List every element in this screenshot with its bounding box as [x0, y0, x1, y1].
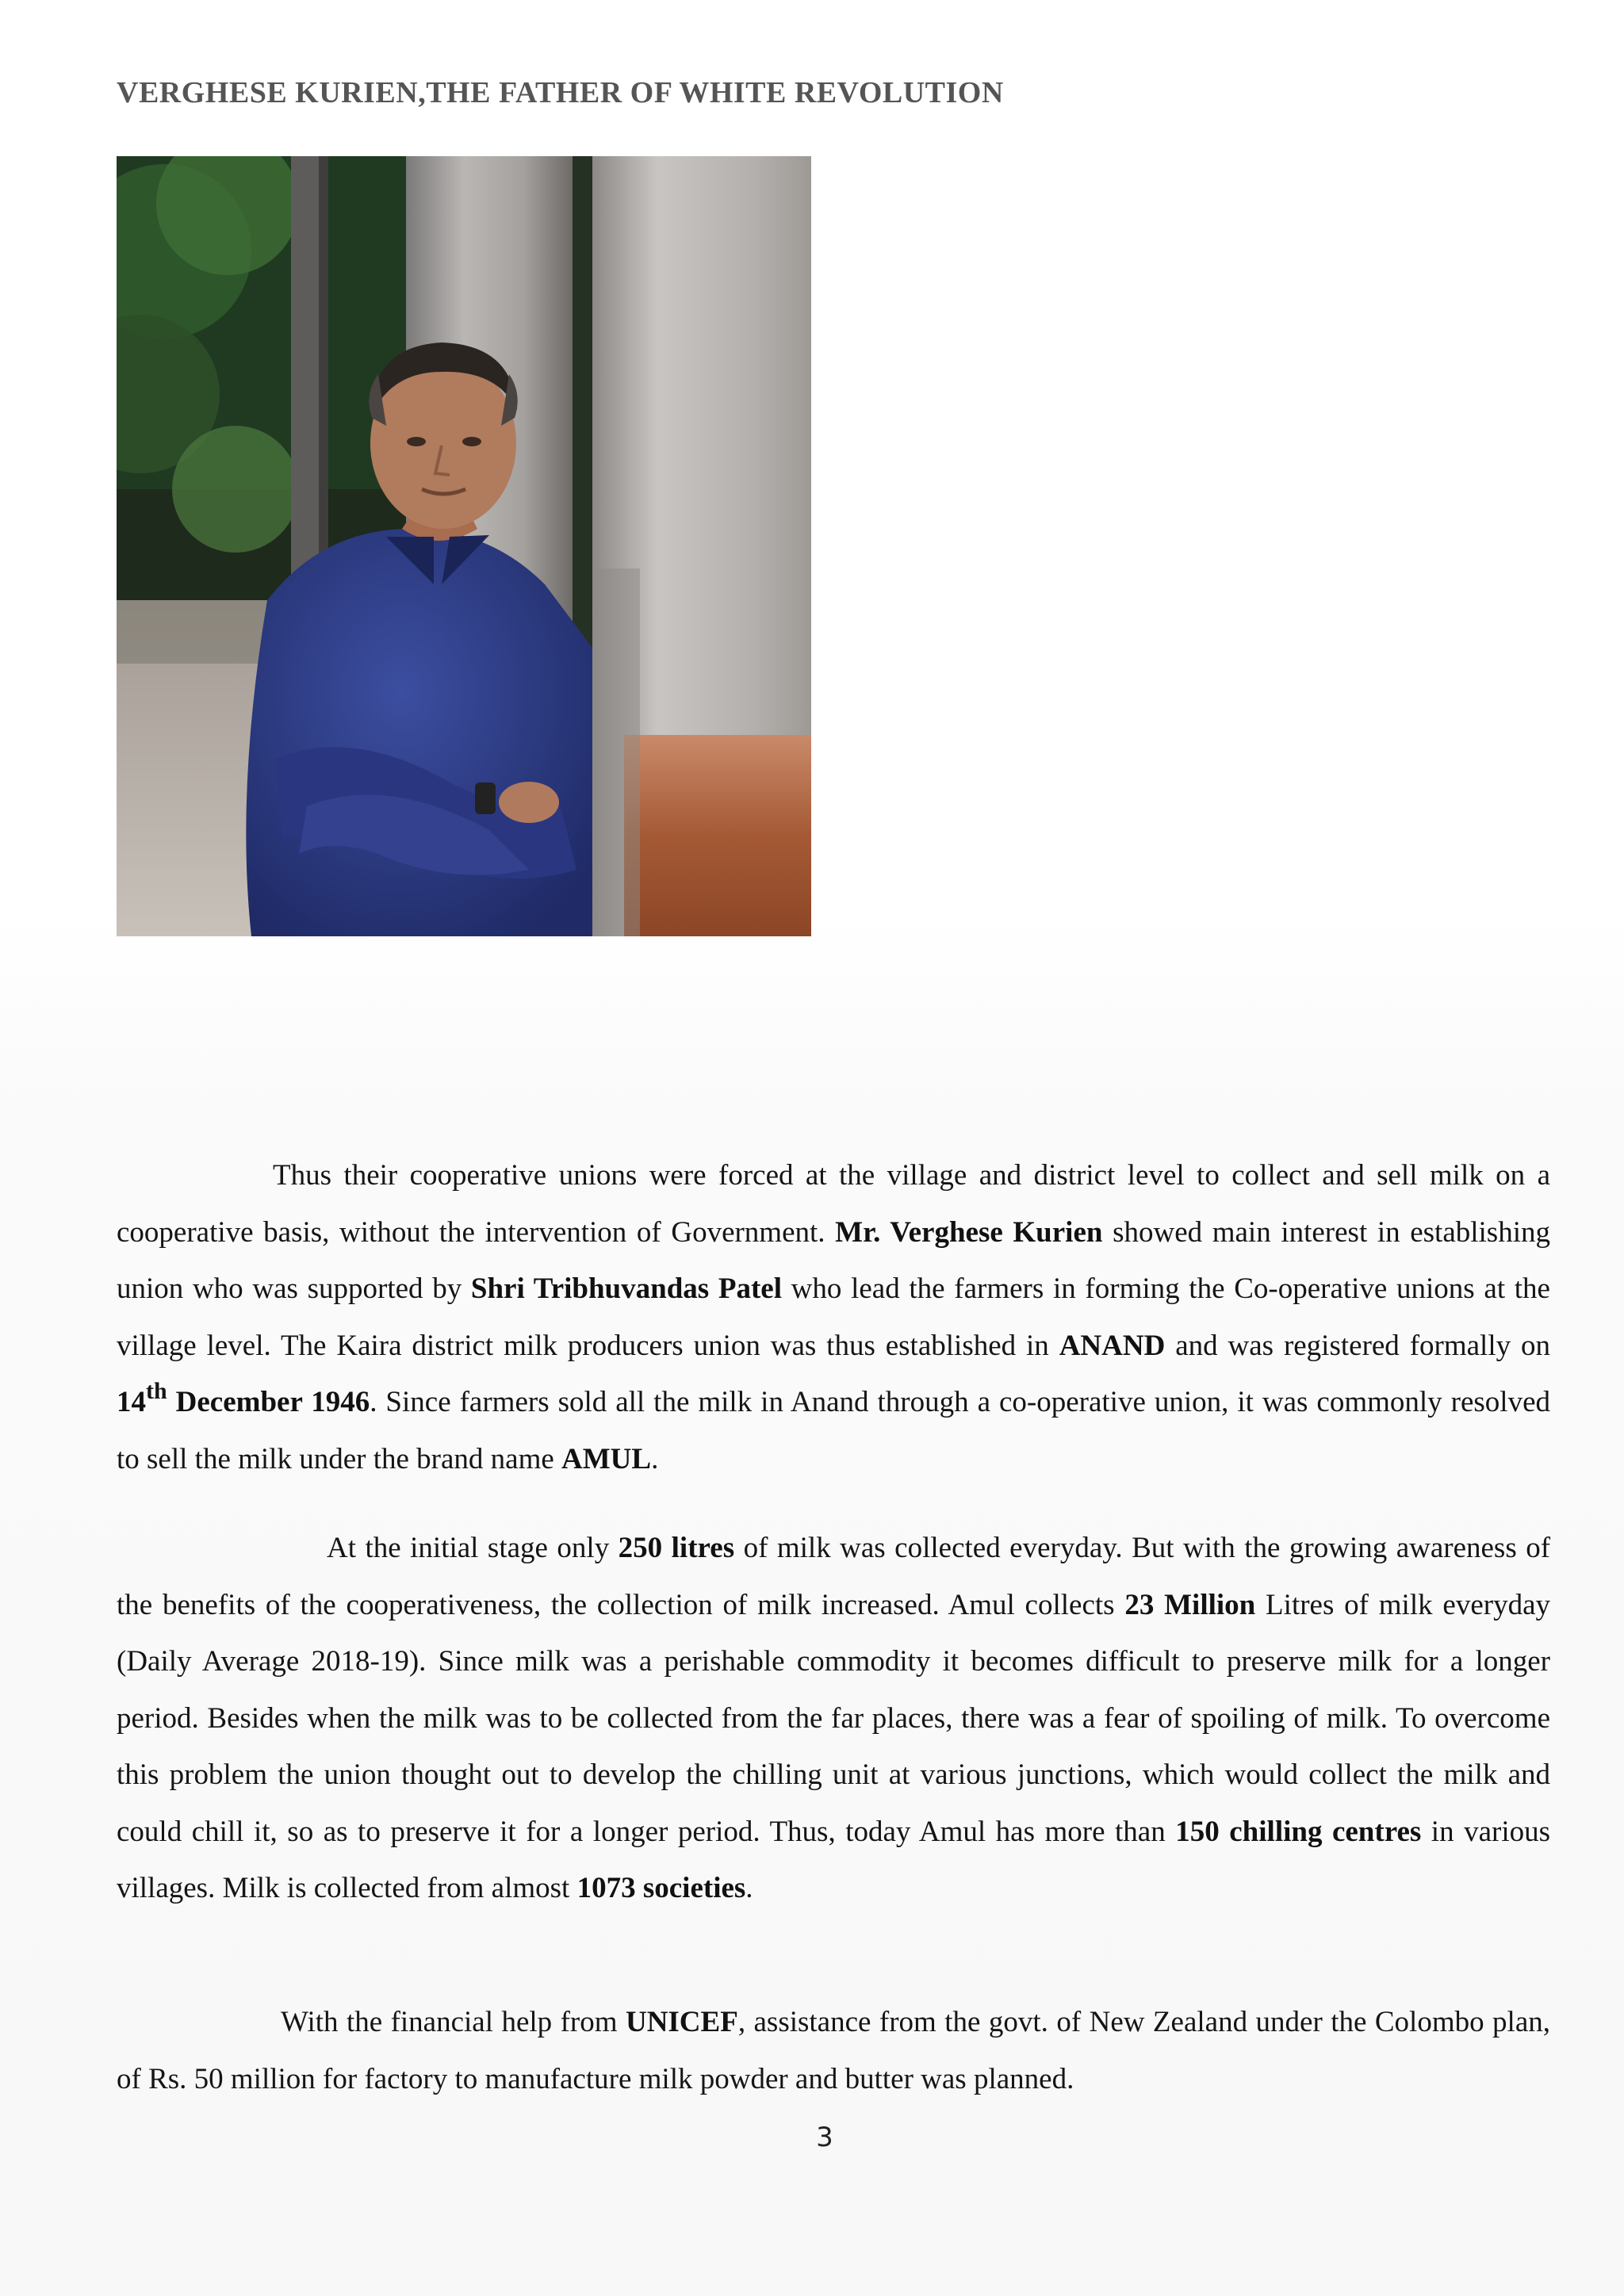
bold-unicef: UNICEF	[625, 2006, 738, 2038]
bold-name-kurien: Mr. Verghese Kurien	[835, 1215, 1103, 1249]
bold-societies: 1073 societies	[576, 1872, 746, 1904]
paragraph-history: Thus their cooperative unions were forced at the village and district level to collect and sell milk on a cooperative basis, without the intervention of Government. Mr. Verghese Kurien showed main interest in establishing union who was supported by Shri Tribhuvandas Patel who lead the farmers in forming the Co-operative unions at the village level. The Kaira district milk producers union was thus established in ANAND and was registered formally on 14th December 1946. Since farmers sold all the milk in Anand through a co-operative union, it was commonly resolved to sell the milk under the brand name AMUL.	[117, 1159, 1550, 1475]
bold-brand-amul: AMUL	[561, 1442, 652, 1475]
portrait-photo	[117, 156, 811, 936]
bold-date-day: 14	[117, 1386, 146, 1418]
paragraph-growth: At the initial stage only 250 litres of milk was collected everyday. But with the growing awareness of the benefits of the cooperativeness, the collection of milk increased. Amul collects 23 Million Litres of milk everyday (Daily Average 2018-19). Since milk was a perishable commodity it becomes difficult to preserve milk for a longer period. Besides when the milk was to be collected from the far places, there was a fear of spoiling of milk. To overcome this problem the union thought out to develop the chilling unit at various junctions, which would collect the milk and could chill it, so as to preserve it for a longer period. Thus, today Amul has more than 150 chilling centres in various villages. Milk is collected from almost 1073 societies.	[117, 1532, 1551, 1904]
bold-initial-litres: 250 litres	[618, 1532, 735, 1564]
page-title: VERGHESE KURIEN,THE FATHER OF WHITE REVOLUTION	[117, 76, 1004, 109]
bold-anand: ANAND	[1059, 1329, 1166, 1362]
bold-chilling-centres: 150 chilling centres	[1175, 1815, 1422, 1848]
bold-million-litres: 23 Million	[1124, 1588, 1256, 1621]
paragraph-funding: With the financial help from UNICEF, assistance from the govt. of New Zealand under the Colombo plan, of Rs. 50 million for factory to manufacture milk powder and butter was planned.	[117, 2006, 1550, 2095]
bold-date-month-year: December 1946	[167, 1386, 370, 1418]
date-superscript: th	[146, 1378, 167, 1404]
page-number: 3	[816, 2122, 833, 2153]
bold-name-patel: Shri Tribhuvandas Patel	[470, 1272, 782, 1305]
